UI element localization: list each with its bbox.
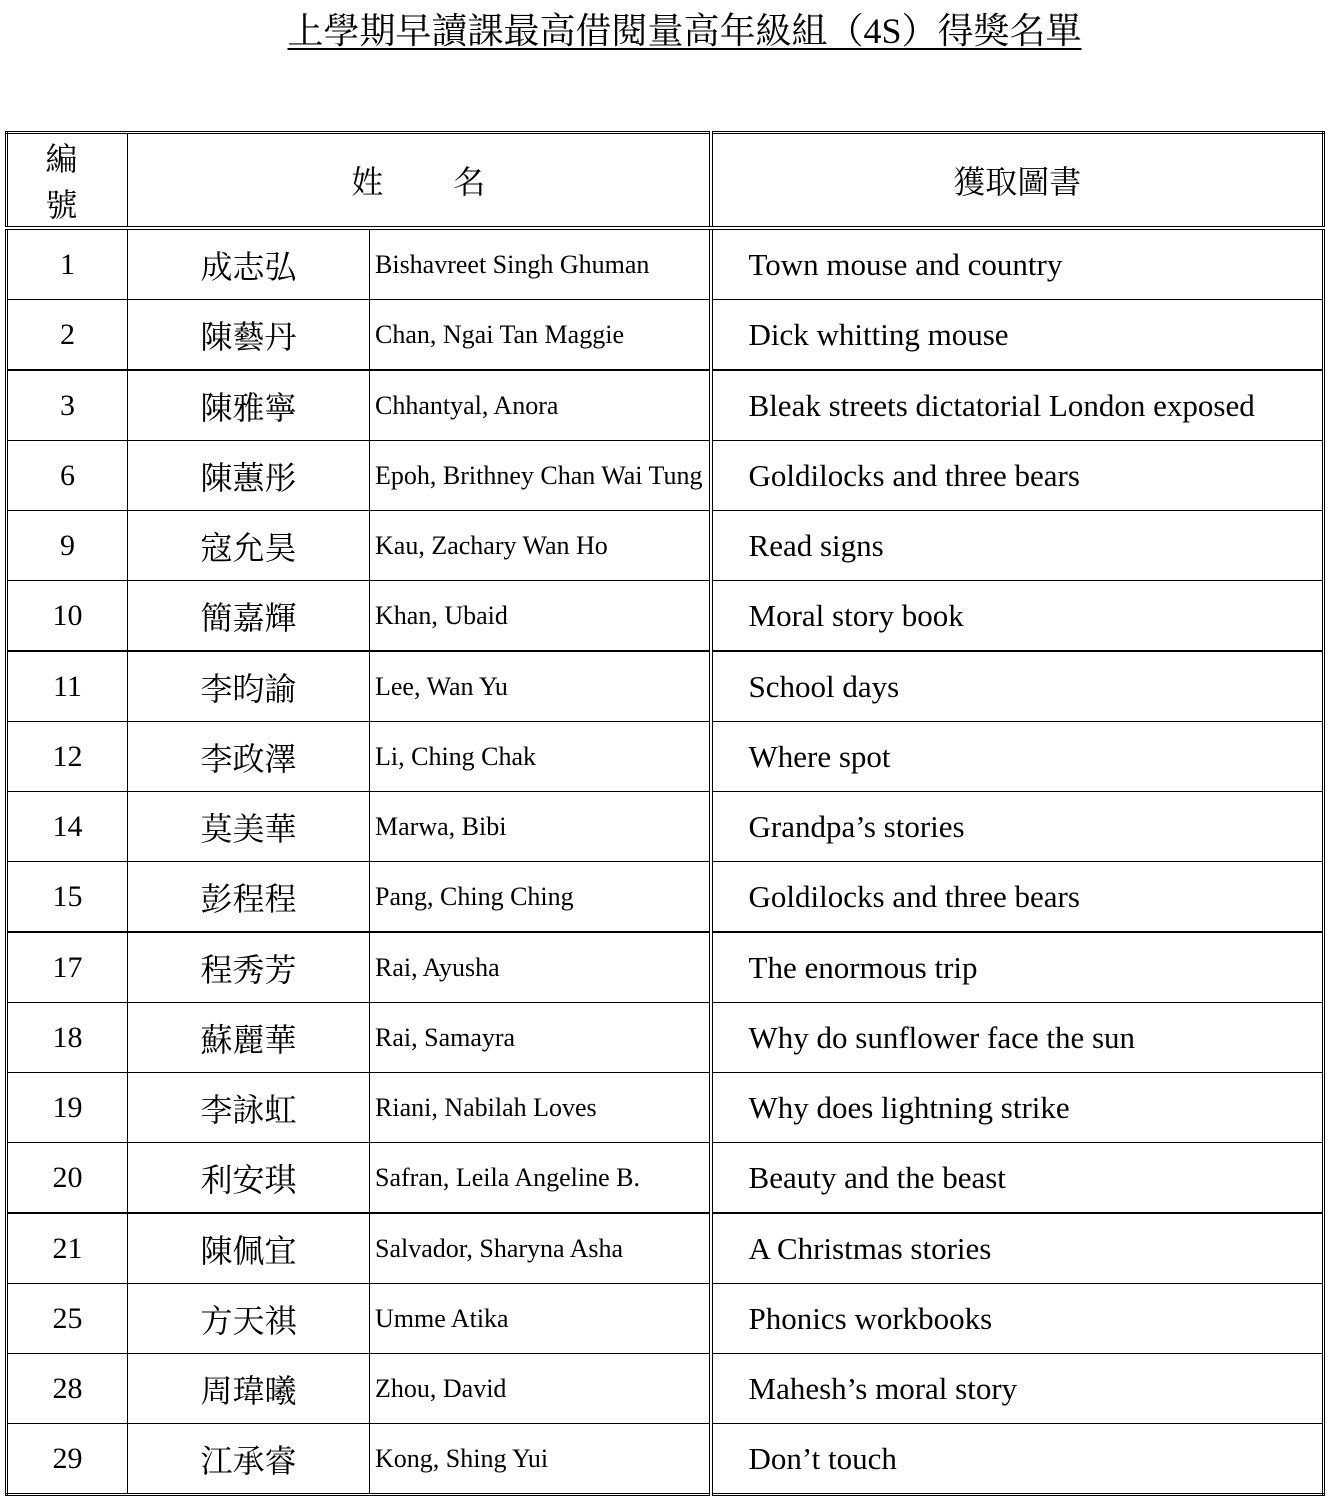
book-title: Grandpa’s stories (711, 792, 1324, 862)
table-row (7, 1284, 1324, 1354)
student-number: 28 (7, 1354, 128, 1424)
student-number: 3 (7, 370, 128, 441)
table-row (7, 651, 1324, 722)
student-english-name: Kong, Shing Yui (370, 1424, 711, 1495)
table-row (7, 300, 1324, 371)
student-chinese-name: 李昀諭 (128, 651, 370, 722)
table-row (7, 511, 1324, 581)
student-number: 6 (7, 441, 128, 511)
book-title: Where spot (711, 722, 1324, 792)
student-chinese-name: 江承睿 (128, 1424, 370, 1495)
student-english-name: Khan, Ubaid (370, 581, 711, 652)
student-english-name: Rai, Ayusha (370, 932, 711, 1003)
table-row (7, 862, 1324, 933)
student-english-name: Marwa, Bibi (370, 792, 711, 862)
student-chinese-name: 利安琪 (128, 1143, 370, 1214)
book-title: Why does lightning strike (711, 1073, 1324, 1143)
book-title: Bleak streets dictatorial London exposed (711, 370, 1324, 441)
student-english-name: Li, Ching Chak (370, 722, 711, 792)
document-title-text: 上學期早讀課最高借閱量高年級組（4S）得獎名單 (287, 11, 1082, 51)
book-title: Why do sunflower face the sun (711, 1003, 1324, 1073)
table-body (7, 228, 1324, 1495)
student-number: 25 (7, 1284, 128, 1354)
student-english-name: Safran, Leila Angeline B. (370, 1143, 711, 1214)
table-row (7, 792, 1324, 862)
student-number: 9 (7, 511, 128, 581)
table-header-row (7, 133, 1324, 229)
book-title: School days (711, 651, 1324, 722)
document-title (0, 6, 1329, 56)
book-title: Town mouse and country (711, 228, 1324, 300)
student-number: 15 (7, 862, 128, 933)
table-row (7, 1143, 1324, 1214)
header-books: 獲取圖書 (711, 133, 1324, 229)
book-title: Phonics workbooks (711, 1284, 1324, 1354)
table-row (7, 1003, 1324, 1073)
book-title: Moral story book (711, 581, 1324, 652)
table-row (7, 1354, 1324, 1424)
student-english-name: Chhantyal, Anora (370, 370, 711, 441)
table-row (7, 1073, 1324, 1143)
table-row (7, 722, 1324, 792)
student-chinese-name: 陳藝丹 (128, 300, 370, 371)
student-chinese-name: 陳佩宜 (128, 1213, 370, 1284)
student-chinese-name: 李詠虹 (128, 1073, 370, 1143)
student-number: 2 (7, 300, 128, 371)
student-chinese-name: 成志弘 (128, 228, 370, 300)
student-english-name: Riani, Nabilah Loves (370, 1073, 711, 1143)
student-number: 10 (7, 581, 128, 652)
table-row (7, 1213, 1324, 1284)
award-table (5, 131, 1325, 1496)
student-number: 11 (7, 651, 128, 722)
student-chinese-name: 陳蕙彤 (128, 441, 370, 511)
book-title: Dick whitting mouse (711, 300, 1324, 371)
student-english-name: Salvador, Sharyna Asha (370, 1213, 711, 1284)
student-number: 29 (7, 1424, 128, 1495)
student-number: 12 (7, 722, 128, 792)
student-number: 21 (7, 1213, 128, 1284)
student-chinese-name: 陳雅寧 (128, 370, 370, 441)
student-number: 19 (7, 1073, 128, 1143)
table-row (7, 228, 1324, 300)
student-english-name: Pang, Ching Ching (370, 862, 711, 933)
table-row (7, 1424, 1324, 1495)
student-chinese-name: 寇允昊 (128, 511, 370, 581)
book-title: Goldilocks and three bears (711, 441, 1324, 511)
book-title: Read signs (711, 511, 1324, 581)
student-number: 20 (7, 1143, 128, 1214)
header-number: 編號 (7, 133, 128, 229)
table-row (7, 441, 1324, 511)
student-english-name: Epoh, Brithney Chan Wai Tung (370, 441, 711, 511)
header-name: 姓名 (128, 133, 711, 229)
student-english-name: Lee, Wan Yu (370, 651, 711, 722)
student-chinese-name: 彭程程 (128, 862, 370, 933)
table-row (7, 370, 1324, 441)
student-english-name: Zhou, David (370, 1354, 711, 1424)
student-number: 14 (7, 792, 128, 862)
student-english-name: Chan, Ngai Tan Maggie (370, 300, 711, 371)
student-english-name: Kau, Zachary Wan Ho (370, 511, 711, 581)
student-chinese-name: 莫美華 (128, 792, 370, 862)
book-title: Goldilocks and three bears (711, 862, 1324, 933)
book-title: Don’t touch (711, 1424, 1324, 1495)
student-english-name: Rai, Samayra (370, 1003, 711, 1073)
student-chinese-name: 周瑋曦 (128, 1354, 370, 1424)
table-row (7, 932, 1324, 1003)
book-title: The enormous trip (711, 932, 1324, 1003)
book-title: A Christmas stories (711, 1213, 1324, 1284)
table-row (7, 581, 1324, 652)
student-number: 1 (7, 228, 128, 300)
student-chinese-name: 方天祺 (128, 1284, 370, 1354)
student-number: 18 (7, 1003, 128, 1073)
student-english-name: Bishavreet Singh Ghuman (370, 228, 711, 300)
book-title: Mahesh’s moral story (711, 1354, 1324, 1424)
student-number: 17 (7, 932, 128, 1003)
student-english-name: Umme Atika (370, 1284, 711, 1354)
student-chinese-name: 蘇麗華 (128, 1003, 370, 1073)
student-chinese-name: 程秀芳 (128, 932, 370, 1003)
student-chinese-name: 李政澤 (128, 722, 370, 792)
book-title: Beauty and the beast (711, 1143, 1324, 1214)
student-chinese-name: 簡嘉輝 (128, 581, 370, 652)
